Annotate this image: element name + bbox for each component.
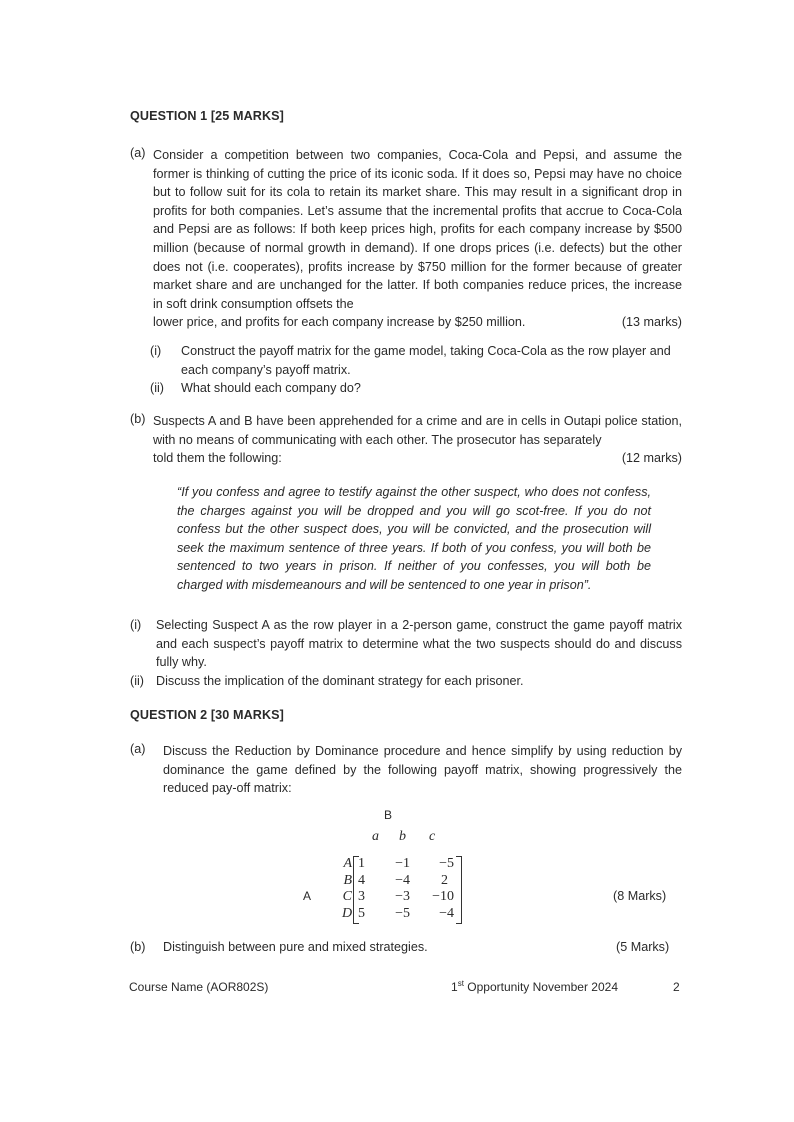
q1b-sub-ii: [130, 672, 682, 691]
cell: −4: [395, 872, 410, 888]
cell: −4: [439, 905, 454, 921]
matrix-column-b: [384, 856, 410, 922]
q1b-sub-i: [130, 616, 682, 672]
cell: −10: [432, 889, 454, 904]
payoff-matrix: [300, 805, 500, 930]
row-label-C: C: [342, 889, 352, 904]
q1a-sub-i-label: (i): [150, 344, 162, 358]
q2a-marks: (8 Marks): [613, 889, 667, 903]
q2b-label: (b): [130, 940, 146, 954]
cell: 2: [441, 872, 448, 888]
q1a-sub-i-text: Construct the payoff matrix for the game model, taking Coca-Cola as the row player and each company’s payoff matrix.: [181, 344, 671, 377]
row-label-A: A: [343, 856, 352, 871]
q1-part-b: [130, 412, 682, 468]
question-1-heading: QUESTION 1 [25 MARKS]: [130, 109, 284, 123]
footer-opportunity: [451, 980, 618, 994]
cell: −3: [395, 889, 410, 904]
q1a-text: Consider a competition between two companies, Coca-Cola and Pepsi, and assume the former is thinking of cutting the price of its iconic soda. If it does so, Pepsi may have no choice but to follow suit for its cola to retain its market share. This may result in a significant drop in profits for both companies. Let’s assume that the incremental profits that accrue to Coca-Cola and Pepsi are as follows: If both keep prices high, profits for each company increase by $500 million (because of normal growth in demand). If one drops prices (i.e. defects) but the other does not (i.e. cooperates), profits increase by $750 million for the former because of greater market share and are unchanged for the latter. If both companies reduce prices, the increase in soft drink consumption offsets the: [153, 148, 682, 311]
prosecutor-quote: “If you confess and agree to testify against the other suspect, who does not confess, the charges against you will be dropped and you will go scot-free. If you do not confess but the other suspect does, you will be convicted, and the prosecution will seek the maximum sentence of three years. If both of you confess, you will both be sentenced to two years in prison. If neither of you confesses, you will both be charged with misdemeanours and will be sentenced to one year in prison”.: [177, 485, 651, 592]
opportunity-number: 1: [451, 980, 458, 994]
q1b-sub-ii-label: (ii): [130, 673, 144, 688]
q1-part-a: [130, 146, 682, 332]
q1a-sub-ii-text: What should each company do?: [181, 381, 361, 396]
q1b-sub-i-text: Selecting Suspect A as the row player in a 2-person game, construct the game payoff matrix and each suspect’s payoff matrix to determine what the two suspects should do and discuss fully why.: [156, 618, 682, 670]
col-label-c: c: [429, 829, 436, 844]
q1b-last-line: told them the following:: [153, 451, 282, 466]
opportunity-text: Opportunity November 2024: [463, 980, 619, 994]
q1b-text: Suspects A and B have been apprehended for a crime and are in cells in Outapi police station, with no means of communicating with each other. The prosecutor has separately: [153, 414, 682, 447]
q1b-sub-i-label: (i): [130, 618, 142, 632]
col-label-b: b: [399, 829, 406, 844]
q1b-label: (b): [130, 412, 146, 426]
matrix-column-a: [358, 856, 368, 922]
row-labels: [342, 856, 352, 922]
q1a-last-line: lower price, and profits for each company increase by $250 million.: [153, 315, 526, 330]
q2b-marks: (5 Marks): [616, 940, 670, 954]
matrix-column-c: [418, 856, 454, 922]
q2a-text: Discuss the Reduction by Dominance procedure and hence simplify by using reduction by dominance the game defined by the following payoff matrix, showing progressively the reduced pay-off matrix:: [163, 744, 682, 796]
row-label-D: D: [342, 905, 353, 921]
row-player-label: A: [303, 889, 312, 903]
cell: −5: [439, 856, 454, 871]
q2b-text: Distinguish between pure and mixed strategies.: [163, 940, 428, 954]
cell: 3: [358, 889, 365, 904]
footer-course-name: Course Name (AOR802S): [129, 980, 269, 994]
q2a-label: (a): [130, 742, 146, 756]
cell: −1: [395, 856, 410, 871]
footer-page-number: 2: [673, 980, 680, 994]
q1a-sub-ii-label: (ii): [150, 381, 164, 396]
cell: −5: [395, 905, 410, 921]
q1b-marks: (12 marks): [621, 451, 682, 466]
opportunity-suffix: st: [457, 979, 464, 988]
matrix-right-bracket: [456, 856, 462, 924]
question-2-heading: QUESTION 2 [30 MARKS]: [130, 708, 284, 722]
cell: 5: [358, 905, 365, 921]
row-label-B: B: [343, 872, 352, 888]
column-player-label: B: [384, 808, 393, 822]
q1a-subitems: [150, 342, 682, 398]
cell: 1: [358, 856, 365, 871]
q1a-sub-ii: [150, 379, 682, 398]
q1b-sub-ii-text: Discuss the implication of the dominant strategy for each prisoner.: [156, 673, 524, 688]
q1a-marks: (13 marks): [621, 315, 682, 330]
q2-part-a: [130, 742, 682, 798]
q1a-label: (a): [130, 146, 146, 160]
q1a-sub-i: [150, 342, 682, 379]
cell: 4: [358, 872, 365, 888]
col-label-a: a: [372, 829, 379, 844]
q1b-subitems: [130, 616, 682, 690]
